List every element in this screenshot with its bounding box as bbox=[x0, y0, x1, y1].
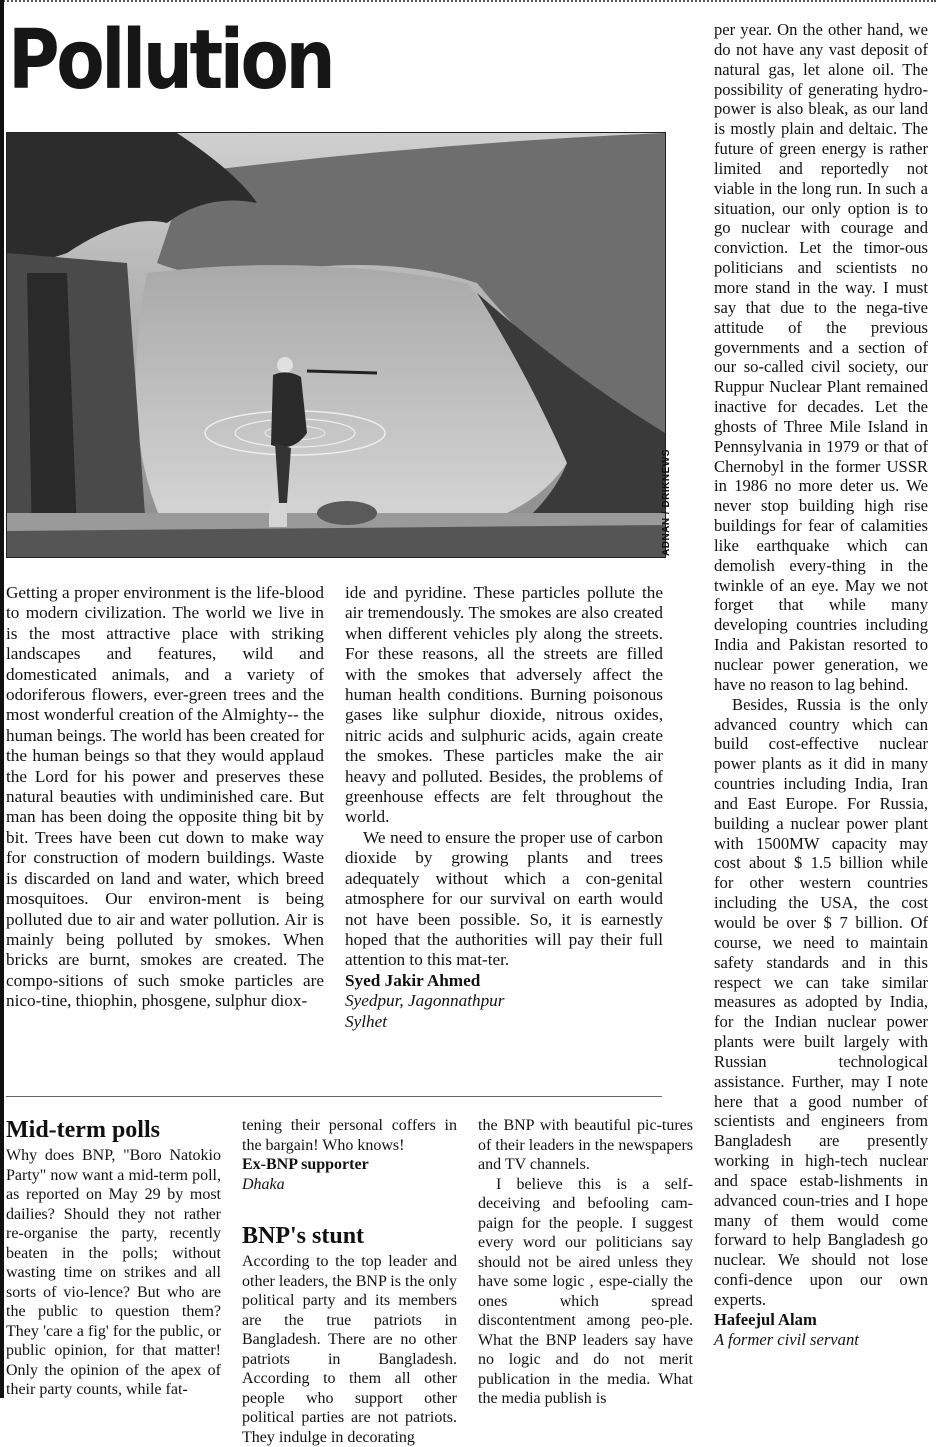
letter-pollution-place1: Syedpur, Jagonnathpur bbox=[345, 991, 505, 1011]
letter-pollution-para2: We need to ensure the proper use of carbon dioxide by growing plants and trees adequately without which a con-genital atmosphere for our survival on earth would not have been possible. So, it is earnestly hoped that the authorities will pay their full attention to this mat-ter. bbox=[345, 827, 663, 970]
letter-bnp-stunt-para1-start: According to the top leader and other leaders, the BNP is the only political party and its members are the true patriots in Bangladesh. There are no other patriots in Bangladesh. According to them all other people who support other political parties are not patriots. They indulge in decorating bbox=[242, 1253, 457, 1446]
letter-midterm-place: Dhaka bbox=[242, 1175, 285, 1193]
letter-midterm-title: Mid-term polls bbox=[6, 1117, 160, 1143]
letter-bnp-stunt-title: BNP's stunt bbox=[242, 1223, 365, 1249]
letter-nuclear-author: Hafeejul Alam bbox=[714, 1309, 817, 1329]
letter-midterm-bnp-col bbox=[242, 1116, 457, 1447]
letter-nuclear-para1: per year. On the other hand, we do not have any vast deposit of natural gas, let alone oil. The possibility of generating hydro-power is also bleak, as our land is mostly plain and deltaic. The future of green energy is rather limited and reportedly not viable in the long run. In such a situation, our only option is to go nuclear with courage and conviction. Let the timor-ous politicians and scientists no more stand in the way. I must say that due to the nega-tive attitude of the previous governments and a section of our so-called civil society, our Ruppur Nuclear Plant remained inactive for decades. Let the ghosts of Three Mile Island in Pennsylvania in 1979 or that of Chernobyl in the former USSR in 1986 no more deter us. We never stop building high rise buildings for fear of calamities like earthquake which can demolish every-thing in the twinkle of an eye. May we not forget that while many developing countries including India and Pakistan resorted to nuclear power generation, we have no reason to lag behind. bbox=[714, 20, 928, 694]
letter-nuclear-place: A former civil servant bbox=[714, 1329, 859, 1349]
photo-woman-pond-illustration bbox=[7, 133, 665, 557]
letter-pollution-place2: Sylhet bbox=[345, 1011, 387, 1031]
letter-midterm-author: Ex-BNP supporter bbox=[242, 1156, 369, 1173]
letter-pollution-col1 bbox=[6, 583, 324, 1012]
news-photo bbox=[6, 132, 666, 558]
top-dotted-border bbox=[0, 0, 936, 5]
page-headline: Pollution bbox=[8, 13, 333, 108]
section-divider bbox=[6, 1096, 662, 1097]
letter-bnp-stunt-para2: I believe this is a self-deceiving and befooling cam-paign for the people. I suggest every word our politicians say should not be aired unless they have some logic , espe-cially the ones which spread discontentment among peo-ple. What the BNP leaders say have no logic and do not merit publication in the media. What the media publish is bbox=[478, 1175, 693, 1407]
photo-credit: ADNAN / DRIKNEWS bbox=[661, 449, 672, 556]
letter-midterm-body-start: Why does BNP, "Boro Natokio Party" now want a mid-term poll, as reported on May 29 by most dailies? Should they not rather re-organise the party, recently beaten in the polls; without wasting time on strikes and all sorts of vio-lence? But who are the public to question them? They 'care a fig' for the public, or public opinion, for that matter! Only the opinion of the apex of their party counts, while fat- bbox=[6, 1147, 221, 1398]
letter-nuclear-para2: Besides, Russia is the only advanced country which can build cost-effective nuclear power plants as it did in many countries including India, Iran and East Europe. For Russia, building a nuclear power plant with 1500MW capacity may cost about $ 1.5 billion while for other western countries including the USA, the cost would be over $ 7 billion. Of course, we need to maintain safety standards and in this respect we can take similar measures as adopted by India, for the Indian nuclear power plants were built largely with Russian technological assistance. Further, may I note here that a good number of scientists and engineers from Bangladesh are presently working in high-tech nuclear and space estab-lishments in advanced coun-tries and I hope many of them would come forward to help Bangladesh go nuclear. We should not lose confi-dence upon our own experts. bbox=[714, 694, 928, 1309]
letter-bnp-stunt-para1-end: the BNP with beautiful pic-tures of their leaders in the newspapers and TV channels. bbox=[478, 1117, 693, 1173]
letter-nuclear-col bbox=[714, 20, 928, 1350]
letter-midterm-col bbox=[6, 1116, 221, 1400]
letter-pollution-para1-start: Getting a proper environment is the life-blood to modern civilization. The world we live in is the most attractive place with striking landscapes and features, wild and domesticated animals, and a variety of odoriferous flowers, ever-green trees and the most wonderful creation of the Almighty-- the human beings. The world has been created for the human beings so that they would applaud the Lord for his power and preserves these natural beauties with undiminished care. But man has been doing the opposite thing bit by bit. Trees have been cut down to make way for construction of modern buildings. Waste is discarded on land and water, which breed mosquitoes. Our environ-ment is being polluted due to air and water pollution. Air is mainly being polluted by smokes. When bricks are burnt, smokes are created. The compo-sitions of such smoke particles are nico-tine, thiophin, phosgene, sulphur diox- bbox=[6, 583, 324, 1011]
letter-midterm-body-end: tening their personal coffers in the bargain! Who knows! bbox=[242, 1117, 457, 1154]
letter-pollution-para1-end: ide and pyridine. These particles pollute the air tremendously. The smokes are also created when different vehicles ply along the streets. For these reasons, all the streets are filled with the smokes that adversely affect the human health conditions. Burning poisonous gases like sulphur dioxide, nitrous oxides, nitric acids and sulphuric acids, again create the smokes. These particles make the air heavy and polluted. Besides, the problems of greenhouse effects are felt throughout the world. bbox=[345, 583, 663, 827]
left-page-rule bbox=[0, 0, 4, 1398]
letter-pollution-col2 bbox=[345, 583, 663, 1032]
letter-bnp-stunt-col bbox=[478, 1116, 693, 1409]
letter-pollution-author: Syed Jakir Ahmed bbox=[345, 970, 481, 990]
